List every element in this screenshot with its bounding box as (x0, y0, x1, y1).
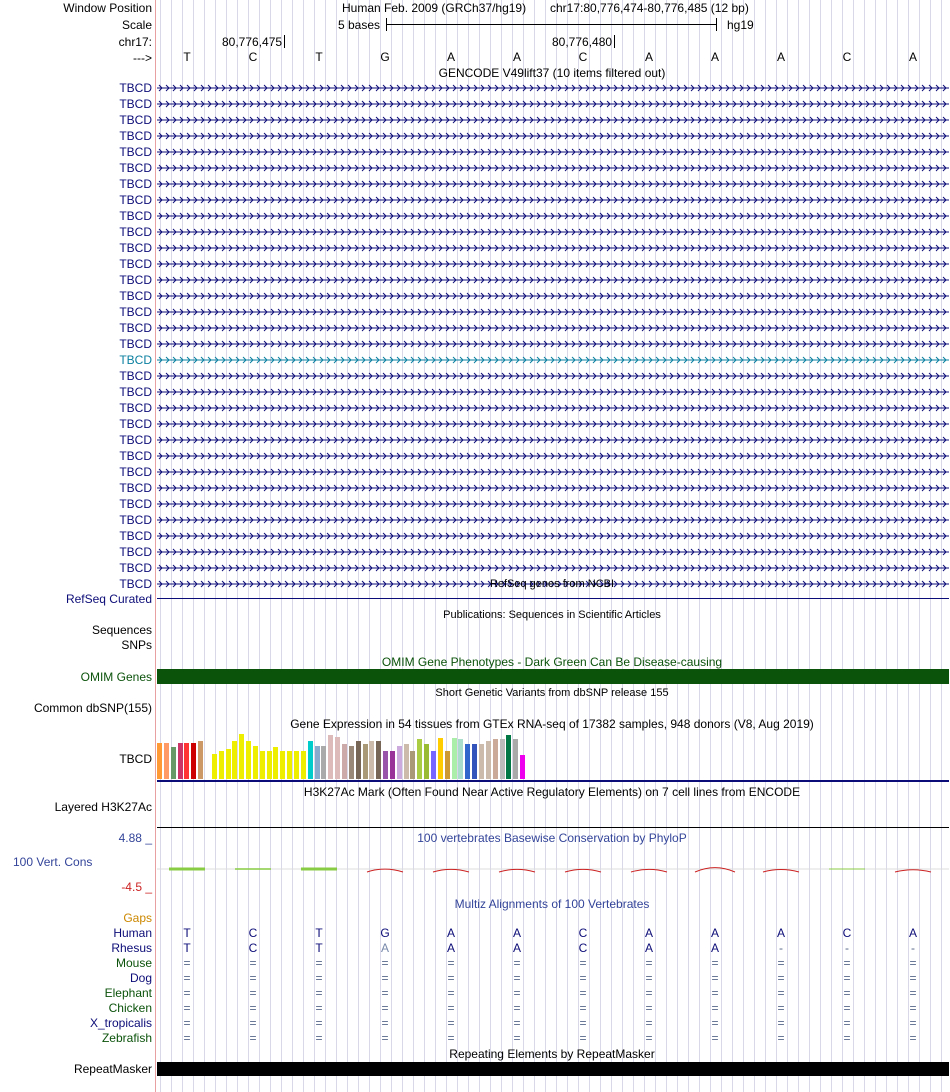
multiz-base: = (843, 986, 851, 1000)
multiz-base: = (579, 956, 587, 970)
gencode-item-label[interactable]: TBCD (119, 97, 152, 111)
gencode-transcript[interactable] (157, 418, 949, 430)
gtex-tissue-bar[interactable] (246, 741, 251, 779)
cons-base-mark (895, 870, 931, 872)
gtex-tissue-bar[interactable] (321, 746, 326, 779)
gencode-item-label[interactable]: TBCD (119, 177, 152, 191)
dbsnp-track-title[interactable]: Short Genetic Variants from dbSNP release 155 (435, 687, 669, 699)
gencode-item-label[interactable]: TBCD (119, 545, 152, 559)
cons-track-title[interactable]: 100 vertebrates Basewise Conservation by PhyloP (417, 831, 687, 845)
multiz-base: = (645, 1016, 653, 1030)
gencode-transcript[interactable] (157, 290, 949, 302)
multiz-base: = (711, 971, 719, 985)
gtex-tissue-bar[interactable] (376, 741, 381, 779)
gtex-tissue-bar[interactable] (486, 741, 491, 779)
gencode-transcript[interactable] (157, 450, 949, 462)
multiz-species-label[interactable]: Human (113, 926, 152, 940)
multiz-base: C (248, 941, 258, 955)
gencode-item-label[interactable]: TBCD (119, 449, 152, 463)
multiz-base: = (315, 971, 323, 985)
base-letter: C (578, 50, 588, 64)
multiz-base: - (845, 941, 849, 955)
gtex-tissue-bar[interactable] (356, 741, 361, 779)
multiz-base: = (513, 1031, 521, 1045)
gtex-tissue-bar[interactable] (520, 755, 525, 779)
gencode-transcript[interactable] (157, 354, 949, 366)
gtex-tissue-bar[interactable] (342, 744, 347, 779)
gencode-item-label[interactable]: TBCD (119, 305, 152, 319)
gtex-tissue-bar[interactable] (335, 737, 340, 779)
rmsk-repeat-bar[interactable] (157, 1062, 949, 1076)
multiz-species-label[interactable]: Mouse (115, 956, 152, 970)
multiz-base: = (315, 956, 323, 970)
position-tick-2 (552, 35, 615, 49)
gtex-expression-bars[interactable] (157, 733, 557, 779)
multiz-base: A (380, 941, 389, 955)
scale-bases-text: 5 bases (338, 18, 381, 32)
gencode-transcript[interactable] (157, 274, 949, 286)
gencode-item-label[interactable]: TBCD (119, 385, 152, 399)
gtex-tissue-bar[interactable] (349, 746, 354, 779)
gencode-transcript[interactable] (157, 162, 949, 174)
gencode-transcript[interactable] (157, 114, 949, 126)
multiz-species-label[interactable]: Zebrafish (101, 1031, 152, 1045)
h3k27ac-track-title[interactable]: H3K27Ac Mark (Often Found Near Active Regulatory Elements) on 7 cell lines from ENCODE (303, 785, 801, 799)
gencode-item-label[interactable]: TBCD (119, 225, 152, 239)
multiz-base: T (183, 926, 191, 940)
h3k27ac-baseline (157, 827, 949, 828)
base-letter: A (446, 50, 455, 64)
multiz-base: = (447, 986, 455, 1000)
cons-wiggle-plot[interactable] (157, 855, 949, 883)
multiz-base: = (447, 971, 455, 985)
multiz-base: A (644, 941, 653, 955)
multiz-base: = (513, 956, 521, 970)
gtex-tissue-bar[interactable] (273, 747, 278, 779)
tick-1-label: 80,776,475 (222, 35, 283, 49)
gtex-tissue-bar[interactable] (178, 743, 183, 779)
gtex-tissue-bar[interactable] (191, 743, 196, 779)
gencode-item-label[interactable]: TBCD (119, 417, 152, 431)
gencode-item-label[interactable]: TBCD (119, 433, 152, 447)
gtex-tissue-bar[interactable] (294, 751, 299, 779)
gencode-transcript[interactable] (157, 530, 949, 542)
base-letter: A (512, 50, 521, 64)
multiz-base: = (249, 1001, 257, 1015)
gencode-item-label[interactable]: TBCD (119, 577, 152, 591)
rmsk-track-title[interactable]: Repeating Elements by RepeatMasker (449, 1047, 655, 1061)
multiz-base: = (513, 971, 521, 985)
multiz-base: T (315, 926, 323, 940)
chrom-label: chr17: (118, 35, 152, 49)
gencode-transcript[interactable] (157, 98, 949, 110)
gtex-tissue-bar[interactable] (458, 739, 463, 779)
gencode-transcript[interactable] (157, 178, 949, 190)
multiz-base: = (711, 1016, 719, 1030)
multiz-base: = (579, 1001, 587, 1015)
gencode-transcript[interactable] (157, 130, 949, 142)
multiz-base: = (579, 1031, 587, 1045)
multiz-base: = (183, 971, 191, 985)
multiz-base: = (909, 971, 917, 985)
gtex-tissue-bar[interactable] (157, 743, 162, 779)
multiz-base: = (249, 986, 257, 1000)
multiz-base: = (909, 956, 917, 970)
multiz-base: = (315, 1001, 323, 1015)
gtex-tissue-bar[interactable] (472, 744, 477, 779)
gencode-item-label[interactable]: TBCD (119, 113, 152, 127)
gencode-item-label[interactable]: TBCD (119, 257, 152, 271)
multiz-base: = (447, 1031, 455, 1045)
gtex-tissue-bar[interactable] (493, 739, 498, 779)
omim-track-title[interactable]: OMIM Gene Phenotypes - Dark Green Can Be Disease-causing (381, 655, 723, 669)
multiz-base: = (513, 986, 521, 1000)
gencode-item-label[interactable]: TBCD (119, 129, 152, 143)
base-letter: G (380, 50, 390, 64)
multiz-base: = (777, 986, 785, 1000)
gencode-item-label[interactable]: TBCD (119, 289, 152, 303)
base-letter: A (710, 50, 719, 64)
multiz-base: = (381, 1031, 389, 1045)
multiz-base: = (711, 1001, 719, 1015)
multiz-base: = (579, 971, 587, 985)
gtex-tissue-bar[interactable] (212, 754, 217, 779)
gtex-tissue-bar[interactable] (445, 751, 450, 779)
gencode-transcript[interactable] (157, 466, 949, 478)
multiz-species-label[interactable]: Dog (129, 971, 152, 985)
gencode-item-label[interactable]: TBCD (119, 369, 152, 383)
gencode-item-label[interactable]: TBCD (119, 337, 152, 351)
gtex-tissue-bar[interactable] (438, 738, 443, 779)
multiz-base: = (513, 1001, 521, 1015)
multiz-base: = (843, 956, 851, 970)
multiz-base: A (710, 926, 719, 940)
gtex-track-title[interactable]: Gene Expression in 54 tissues from GTEx RNA-seq of 17382 samples, 948 donors (V8, Aug 2019) (290, 717, 814, 731)
gtex-tissue-bar[interactable] (500, 739, 505, 779)
refseq-gene-line[interactable] (157, 598, 949, 599)
multiz-base: = (645, 971, 653, 985)
gencode-transcript[interactable] (157, 322, 949, 334)
strand-label: ---> (133, 51, 152, 65)
multiz-base: = (843, 971, 851, 985)
multiz-base: = (249, 956, 257, 970)
multiz-base: = (777, 1001, 785, 1015)
gtex-tissue-bar[interactable] (506, 735, 511, 779)
gtex-tissue-bar[interactable] (424, 744, 429, 779)
multiz-base: = (645, 986, 653, 1000)
multiz-base: = (909, 1001, 917, 1015)
multiz-track-title[interactable]: Multiz Alignments of 100 Vertebrates (454, 897, 650, 911)
gtex-tissue-bar[interactable] (198, 741, 203, 779)
gencode-item-label[interactable]: TBCD (119, 465, 152, 479)
window-position-label: Window Position (63, 1, 152, 15)
gencode-item-label[interactable]: TBCD (119, 513, 152, 527)
multiz-base: = (711, 986, 719, 1000)
gencode-transcript[interactable] (157, 338, 949, 350)
multiz-base: = (909, 986, 917, 1000)
multiz-base: = (447, 1001, 455, 1015)
h3k27ac-track-label[interactable]: Layered H3K27Ac (54, 800, 152, 814)
gtex-tissue-bar[interactable] (452, 738, 457, 779)
gtex-tissue-bar[interactable] (171, 747, 176, 779)
multiz-base: = (315, 1031, 323, 1045)
gencode-item-label[interactable]: TBCD (119, 193, 152, 207)
omim-track-label[interactable]: OMIM Genes (80, 670, 152, 684)
multiz-base: A (512, 941, 521, 955)
base-letter: C (842, 50, 852, 64)
omim-gene-bar[interactable] (157, 669, 949, 684)
multiz-base: = (447, 1016, 455, 1030)
base-letter: A (908, 50, 917, 64)
assembly-text: Human Feb. 2009 (GRCh37/hg19) (342, 1, 527, 15)
multiz-base: = (777, 971, 785, 985)
multiz-species-label[interactable]: Chicken (108, 1001, 152, 1015)
gencode-transcript[interactable] (157, 306, 949, 318)
gtex-tissue-bar[interactable] (363, 744, 368, 779)
gtex-tissue-bar[interactable] (431, 751, 436, 779)
multiz-base: = (645, 956, 653, 970)
cons-max-label: 4.88 _ (118, 831, 152, 845)
multiz-base: A (512, 926, 521, 940)
gencode-item-label[interactable]: TBCD (119, 401, 152, 415)
multiz-base: A (446, 926, 455, 940)
cons-base-mark (631, 869, 667, 872)
multiz-base: = (579, 986, 587, 1000)
base-letter: A (776, 50, 785, 64)
gtex-tissue-bar[interactable] (232, 741, 237, 779)
gtex-tissue-bar[interactable] (239, 734, 244, 779)
gtex-tissue-bar[interactable] (280, 751, 285, 779)
multiz-base: = (249, 1016, 257, 1030)
gencode-track-title[interactable]: GENCODE V49lift37 (10 items filtered out) (438, 66, 666, 80)
gencode-transcript[interactable] (157, 434, 949, 446)
gtex-tissue-bar[interactable] (253, 746, 258, 779)
gencode-transcript[interactable] (157, 482, 949, 494)
publications-label-snps[interactable]: SNPs (121, 638, 152, 652)
gtex-tissue-bar[interactable] (465, 744, 470, 779)
multiz-species-label[interactable]: Rhesus (111, 941, 152, 955)
multiz-base: C (842, 926, 852, 940)
multiz-base: = (381, 1001, 389, 1015)
position-tick-1 (222, 35, 285, 49)
gtex-tissue-bar[interactable] (315, 746, 320, 779)
multiz-base: = (909, 1031, 917, 1045)
multiz-base: = (381, 956, 389, 970)
multiz-base: A (908, 926, 917, 940)
cons-min-label: -4.5 _ (121, 880, 152, 894)
refseq-track-title[interactable]: RefSeq genes from NCBI (489, 578, 615, 590)
gencode-transcript[interactable] (157, 514, 949, 526)
multiz-base: = (315, 986, 323, 1000)
position-text[interactable]: chr17:80,776,474-80,776,485 (12 bp) (550, 1, 749, 15)
multiz-base: = (513, 1016, 521, 1030)
gencode-item-label[interactable]: TBCD (119, 353, 152, 367)
multiz-base: = (909, 1016, 917, 1030)
multiz-base: = (381, 971, 389, 985)
gencode-item-label[interactable]: TBCD (119, 209, 152, 223)
multiz-base: = (381, 1016, 389, 1030)
db-text: hg19 (727, 18, 754, 32)
gtex-tissue-bar[interactable] (260, 751, 265, 779)
gencode-item-label[interactable]: TBCD (119, 161, 152, 175)
gtex-tissue-bar[interactable] (410, 751, 415, 779)
gencode-transcript[interactable] (157, 146, 949, 158)
multiz-base: = (843, 1016, 851, 1030)
cons-base-mark (763, 870, 799, 872)
gtex-tissue-bar[interactable] (417, 739, 422, 779)
gtex-tissue-bar[interactable] (328, 735, 333, 779)
gencode-transcript[interactable] (157, 370, 949, 382)
gencode-transcript[interactable] (157, 386, 949, 398)
multiz-base: = (777, 956, 785, 970)
multiz-base: = (645, 1001, 653, 1015)
multiz-base: = (183, 1031, 191, 1045)
gencode-transcript[interactable] (157, 82, 949, 94)
multiz-base: = (447, 956, 455, 970)
multiz-base: = (183, 986, 191, 1000)
base-letter: C (248, 50, 258, 64)
gtex-tissue-bar[interactable] (390, 751, 395, 779)
gencode-transcript[interactable] (157, 210, 949, 222)
multiz-base: C (248, 926, 258, 940)
multiz-base: A (776, 926, 785, 940)
multiz-base: C (578, 941, 588, 955)
gencode-item-label[interactable]: TBCD (119, 81, 152, 95)
multiz-base: T (315, 941, 323, 955)
tick-2-label: 80,776,480 (552, 35, 613, 49)
gtex-tissue-bar[interactable] (267, 751, 272, 779)
gtex-tissue-bar[interactable] (164, 743, 169, 779)
base-letter: T (315, 50, 323, 64)
multiz-base: = (183, 1001, 191, 1015)
multiz-base: = (579, 1016, 587, 1030)
publications-label-sequences[interactable]: Sequences (91, 623, 152, 637)
gencode-transcript[interactable] (157, 226, 949, 238)
multiz-base: - (911, 941, 915, 955)
multiz-base: = (843, 1001, 851, 1015)
base-letter: A (644, 50, 653, 64)
multiz-base: A (644, 926, 653, 940)
gencode-item-label[interactable]: TBCD (119, 145, 152, 159)
multiz-base: = (183, 1016, 191, 1030)
gtex-tissue-bar[interactable] (301, 751, 306, 779)
multiz-species-label[interactable]: Elephant (104, 986, 152, 1000)
gencode-transcript[interactable] (157, 546, 949, 558)
gtex-tissue-bar[interactable] (287, 751, 292, 779)
gencode-transcript[interactable] (157, 194, 949, 206)
gencode-item-label[interactable]: TBCD (119, 497, 152, 511)
gtex-track-label[interactable]: TBCD (119, 752, 152, 766)
gtex-tissue-bar[interactable] (205, 767, 210, 779)
gencode-transcript[interactable] (157, 242, 949, 254)
multiz-base: = (843, 1031, 851, 1045)
cons-base-mark (695, 868, 735, 872)
rmsk-track-label[interactable]: RepeatMasker (73, 1062, 152, 1076)
gencode-transcript[interactable] (157, 258, 949, 270)
multiz-base: A (710, 941, 719, 955)
gtex-tissue-bar[interactable] (219, 751, 224, 779)
scale-bar (386, 18, 717, 32)
multiz-base: = (777, 1016, 785, 1030)
multiz-species-label[interactable]: X_tropicalis (89, 1016, 152, 1030)
cons-base-mark (499, 869, 535, 872)
multiz-base: = (711, 956, 719, 970)
gencode-transcript[interactable] (157, 402, 949, 414)
cons-track-label[interactable]: 100 Vert. Cons (13, 855, 93, 869)
gencode-item-label[interactable]: TBCD (119, 321, 152, 335)
gencode-item-label[interactable]: TBCD (119, 241, 152, 255)
track-label-divider (155, 0, 156, 1092)
multiz-base: = (381, 986, 389, 1000)
multiz-base: - (779, 941, 783, 955)
cons-base-mark (433, 869, 469, 872)
gtex-tissue-bar[interactable] (397, 746, 402, 779)
gencode-item-label[interactable]: TBCD (119, 561, 152, 575)
gtex-tissue-bar[interactable] (308, 741, 313, 779)
gtex-tissue-bar[interactable] (226, 749, 231, 779)
multiz-base: = (183, 956, 191, 970)
cons-base-mark (565, 869, 601, 872)
gtex-tissue-bar[interactable] (513, 739, 518, 779)
gencode-transcript[interactable] (157, 562, 949, 574)
cons-base-mark (367, 869, 403, 872)
multiz-base: = (645, 1031, 653, 1045)
multiz-base: = (249, 971, 257, 985)
gtex-tissue-bar[interactable] (369, 741, 374, 779)
multiz-base: A (446, 941, 455, 955)
gtex-tissue-bar[interactable] (404, 744, 409, 779)
gencode-item-label[interactable]: TBCD (119, 481, 152, 495)
gencode-item-label[interactable]: TBCD (119, 273, 152, 287)
scale-label: Scale (121, 18, 152, 32)
multiz-base: C (578, 926, 588, 940)
gtex-tissue-bar[interactable] (383, 751, 388, 779)
gtex-tissue-bar[interactable] (479, 744, 484, 779)
publications-track-title[interactable]: Publications: Sequences in Scientific Articles (443, 609, 661, 621)
gtex-gene-model (157, 780, 949, 782)
multiz-base: = (315, 1016, 323, 1030)
multiz-base: T (183, 941, 191, 955)
base-letter: T (183, 50, 191, 64)
multiz-base: = (249, 1031, 257, 1045)
multiz-base: = (777, 1031, 785, 1045)
gencode-transcript[interactable] (157, 498, 949, 510)
multiz-base: G (380, 926, 390, 940)
multiz-base: = (711, 1031, 719, 1045)
refseq-track-label[interactable]: RefSeq Curated (65, 592, 152, 606)
dbsnp-track-label[interactable]: Common dbSNP(155) (33, 701, 152, 715)
gtex-tissue-bar[interactable] (184, 743, 189, 779)
gencode-item-label[interactable]: TBCD (119, 529, 152, 543)
multiz-gaps-label[interactable]: Gaps (123, 911, 152, 925)
